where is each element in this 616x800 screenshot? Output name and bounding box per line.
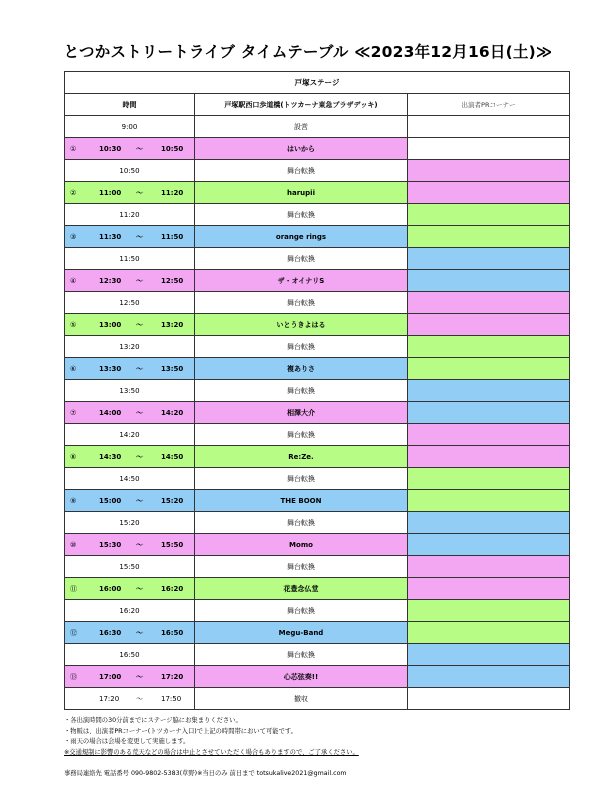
performer-name: Megu-Band: [195, 622, 408, 644]
schedule-row: [65, 336, 570, 358]
activity-label: 舞台転換: [195, 600, 408, 622]
slot-number: ⑪: [70, 584, 77, 593]
tilde: 〜: [136, 364, 143, 373]
performance-row: [65, 314, 570, 336]
schedule-row: [65, 292, 570, 314]
schedule-row: [65, 248, 570, 270]
performer-name: 相澤大介: [195, 402, 408, 424]
time-label: 13:50: [119, 386, 140, 395]
start-time: 14:30: [99, 452, 122, 461]
pr-corner-cell: [408, 666, 570, 688]
pr-corner-cell: [408, 534, 570, 556]
schedule-row: [65, 512, 570, 534]
activity-label: 舞台転換: [195, 292, 408, 314]
tilde: 〜: [136, 628, 143, 637]
performance-row: [65, 534, 570, 556]
stage-header: 戸塚ステージ: [65, 72, 570, 94]
activity-label: 舞台転換: [195, 248, 408, 270]
start-time: 13:00: [99, 320, 122, 329]
time-cell: [65, 380, 195, 402]
time-cell: [65, 534, 195, 556]
pr-corner-cell: [408, 116, 570, 138]
time-cell: [65, 402, 195, 424]
time-label: 15:50: [119, 562, 140, 571]
start-time: 15:30: [99, 540, 122, 549]
pr-corner-cell: [408, 424, 570, 446]
start-time: 17:20: [99, 694, 120, 703]
tilde: 〜: [136, 584, 143, 593]
page-title: とつかストリートライブ タイムテーブル ≪2023年12月16日(土)≫: [63, 43, 553, 61]
performer-name: 複ありさ: [195, 358, 408, 380]
end-time: 10:50: [161, 144, 184, 153]
pr-corner-cell: [408, 182, 570, 204]
performer-name: Momo: [195, 534, 408, 556]
end-time: 17:50: [161, 694, 182, 703]
tilde: 〜: [136, 232, 143, 241]
start-time: 11:00: [99, 188, 122, 197]
activity-label: 舞台転換: [195, 468, 408, 490]
performer-name: はいから: [195, 138, 408, 160]
pr-corner-cell: [408, 600, 570, 622]
end-time: 17:20: [161, 672, 184, 681]
slot-number: ⑥: [70, 364, 77, 373]
slot-number: ②: [70, 188, 77, 197]
end-time: 13:50: [161, 364, 184, 373]
schedule-row: [65, 424, 570, 446]
time-label: 12:50: [119, 298, 140, 307]
time-cell: [65, 688, 195, 710]
time-label: 9:00: [121, 122, 138, 131]
note-line: ※交通規制に影響のある荒天などの場合は中止とさせていただく場合もありますので、ご了承ください。: [64, 748, 359, 756]
end-time: 15:20: [161, 496, 184, 505]
pr-corner-cell: [408, 248, 570, 270]
activity-label: 舞台転換: [195, 644, 408, 666]
start-time: 16:30: [99, 628, 122, 637]
slot-number: ⑤: [70, 320, 77, 329]
time-label: 14:50: [119, 474, 140, 483]
pr-corner-column-header: 出演者PRコーナー: [408, 94, 570, 116]
note-line: ・各出演時間の30分前までにステージ脇にお集まりください。: [64, 717, 242, 724]
tilde: 〜: [136, 452, 143, 461]
pr-corner-cell: [408, 160, 570, 182]
activity-label: 舞台転換: [195, 556, 408, 578]
slot-number: ⑩: [70, 540, 77, 549]
start-time: 16:00: [99, 584, 122, 593]
activity-label: 舞台転換: [195, 336, 408, 358]
time-cell: [65, 226, 195, 248]
time-label: 13:20: [119, 342, 140, 351]
performance-row: [65, 226, 570, 248]
performance-row: [65, 182, 570, 204]
slot-number: ④: [70, 276, 77, 285]
time-cell: [65, 336, 195, 358]
performance-row: [65, 358, 570, 380]
performer-name: orange rings: [195, 226, 408, 248]
time-label: 11:20: [119, 210, 140, 219]
time-cell: [65, 182, 195, 204]
end-time: 11:50: [161, 232, 184, 241]
performance-row: [65, 666, 570, 688]
time-cell: [65, 160, 195, 182]
time-cell: [65, 248, 195, 270]
time-cell: [65, 358, 195, 380]
time-cell: [65, 270, 195, 292]
time-label: 10:50: [119, 166, 140, 175]
timetable: [64, 71, 570, 710]
location-column-header: 戸塚駅西口歩道橋(トツカーナ東急プラザデッキ): [195, 94, 408, 116]
tilde: 〜: [136, 694, 143, 703]
schedule-row: [65, 600, 570, 622]
end-time: 16:50: [161, 628, 184, 637]
schedule-row: [65, 204, 570, 226]
start-time: 10:30: [99, 144, 122, 153]
contact-info: 事務局連絡先 電話番号 090-9802-5383(草野)※当日のみ 前日まで totsukalive2021@gmail.com: [64, 770, 347, 777]
pr-corner-cell: [408, 468, 570, 490]
pr-corner-cell: [408, 336, 570, 358]
pr-corner-cell: [408, 578, 570, 600]
tilde: 〜: [136, 672, 143, 681]
performer-name: ザ・オイナリS: [195, 270, 408, 292]
tilde: 〜: [136, 540, 143, 549]
pr-corner-cell: [408, 556, 570, 578]
time-cell: [65, 600, 195, 622]
slot-number: ⑫: [70, 628, 77, 637]
pr-corner-cell: [408, 446, 570, 468]
performer-name: THE BOON: [195, 490, 408, 512]
time-cell: [65, 314, 195, 336]
end-time: 13:20: [161, 320, 184, 329]
end-time: 15:50: [161, 540, 184, 549]
tilde: 〜: [136, 188, 143, 197]
end-time: 14:50: [161, 452, 184, 461]
time-label: 14:20: [119, 430, 140, 439]
note-line: ・物販は、出演者PRコーナー(トツカーナ入口)で上記の時間帯において可能です。: [64, 727, 297, 735]
pr-corner-cell: [408, 622, 570, 644]
start-time: 15:00: [99, 496, 122, 505]
pr-corner-cell: [408, 270, 570, 292]
pr-corner-cell: [408, 512, 570, 534]
time-cell: [65, 512, 195, 534]
time-label: 11:50: [119, 254, 140, 263]
note-line: ・雨天の場合は会場を変更して実施します。: [64, 738, 190, 745]
performer-name: harupii: [195, 182, 408, 204]
activity-label: 舞台転換: [195, 424, 408, 446]
slot-number: ①: [70, 144, 77, 153]
schedule-row: [65, 644, 570, 666]
performance-row: [65, 578, 570, 600]
time-cell: [65, 490, 195, 512]
schedule-row: [65, 688, 570, 710]
slot-number: ③: [70, 232, 77, 241]
pr-corner-cell: [408, 402, 570, 424]
slot-number: ⑨: [70, 496, 77, 505]
time-cell: [65, 446, 195, 468]
activity-label: 設営: [195, 116, 408, 138]
pr-corner-cell: [408, 204, 570, 226]
performer-name: Re:Ze.: [195, 446, 408, 468]
tilde: 〜: [136, 496, 143, 505]
schedule-row: [65, 160, 570, 182]
pr-corner-cell: [408, 226, 570, 248]
tilde: 〜: [136, 408, 143, 417]
time-cell: [65, 666, 195, 688]
pr-corner-cell: [408, 292, 570, 314]
schedule-row: [65, 380, 570, 402]
notes: [64, 716, 584, 758]
end-time: 11:20: [161, 188, 184, 197]
tilde: 〜: [136, 320, 143, 329]
schedule-row: [65, 116, 570, 138]
time-cell: [65, 468, 195, 490]
start-time: 17:00: [99, 672, 122, 681]
activity-label: 舞台転換: [195, 160, 408, 182]
time-cell: [65, 424, 195, 446]
time-label: 15:20: [119, 518, 140, 527]
schedule-row: [65, 556, 570, 578]
performer-name: 花豊念仏堂: [195, 578, 408, 600]
tilde: 〜: [136, 144, 143, 153]
end-time: 14:20: [161, 408, 184, 417]
activity-label: 舞台転換: [195, 512, 408, 534]
pr-corner-cell: [408, 314, 570, 336]
time-cell: [65, 116, 195, 138]
pr-corner-cell: [408, 490, 570, 512]
end-time: 12:50: [161, 276, 184, 285]
start-time: 12:30: [99, 276, 122, 285]
pr-corner-cell: [408, 138, 570, 160]
time-cell: [65, 556, 195, 578]
performance-row: [65, 446, 570, 468]
performance-row: [65, 270, 570, 292]
performance-row: [65, 402, 570, 424]
time-cell: [65, 622, 195, 644]
start-time: 14:00: [99, 408, 122, 417]
time-cell: [65, 204, 195, 226]
time-column-header: 時間: [65, 94, 195, 116]
end-time: 16:20: [161, 584, 184, 593]
tilde: 〜: [136, 276, 143, 285]
activity-label: 舞台転換: [195, 380, 408, 402]
performer-name: 心芯弦奏!!: [195, 666, 408, 688]
pr-corner-cell: [408, 688, 570, 710]
pr-corner-cell: [408, 380, 570, 402]
activity-label: 舞台転換: [195, 204, 408, 226]
performance-row: [65, 138, 570, 160]
activity-label: 撤収: [195, 688, 408, 710]
time-cell: [65, 138, 195, 160]
time-label: 16:50: [119, 650, 140, 659]
schedule-row: [65, 468, 570, 490]
time-label: 16:20: [119, 606, 140, 615]
performance-row: [65, 490, 570, 512]
performer-name: いとうきよはる: [195, 314, 408, 336]
start-time: 11:30: [99, 232, 122, 241]
slot-number: ⑦: [70, 408, 77, 417]
pr-corner-cell: [408, 358, 570, 380]
slot-number: ⑬: [70, 672, 77, 681]
performance-row: [65, 622, 570, 644]
time-cell: [65, 644, 195, 666]
pr-corner-cell: [408, 644, 570, 666]
start-time: 13:30: [99, 364, 122, 373]
slot-number: ⑧: [70, 452, 77, 461]
time-cell: [65, 578, 195, 600]
time-cell: [65, 292, 195, 314]
